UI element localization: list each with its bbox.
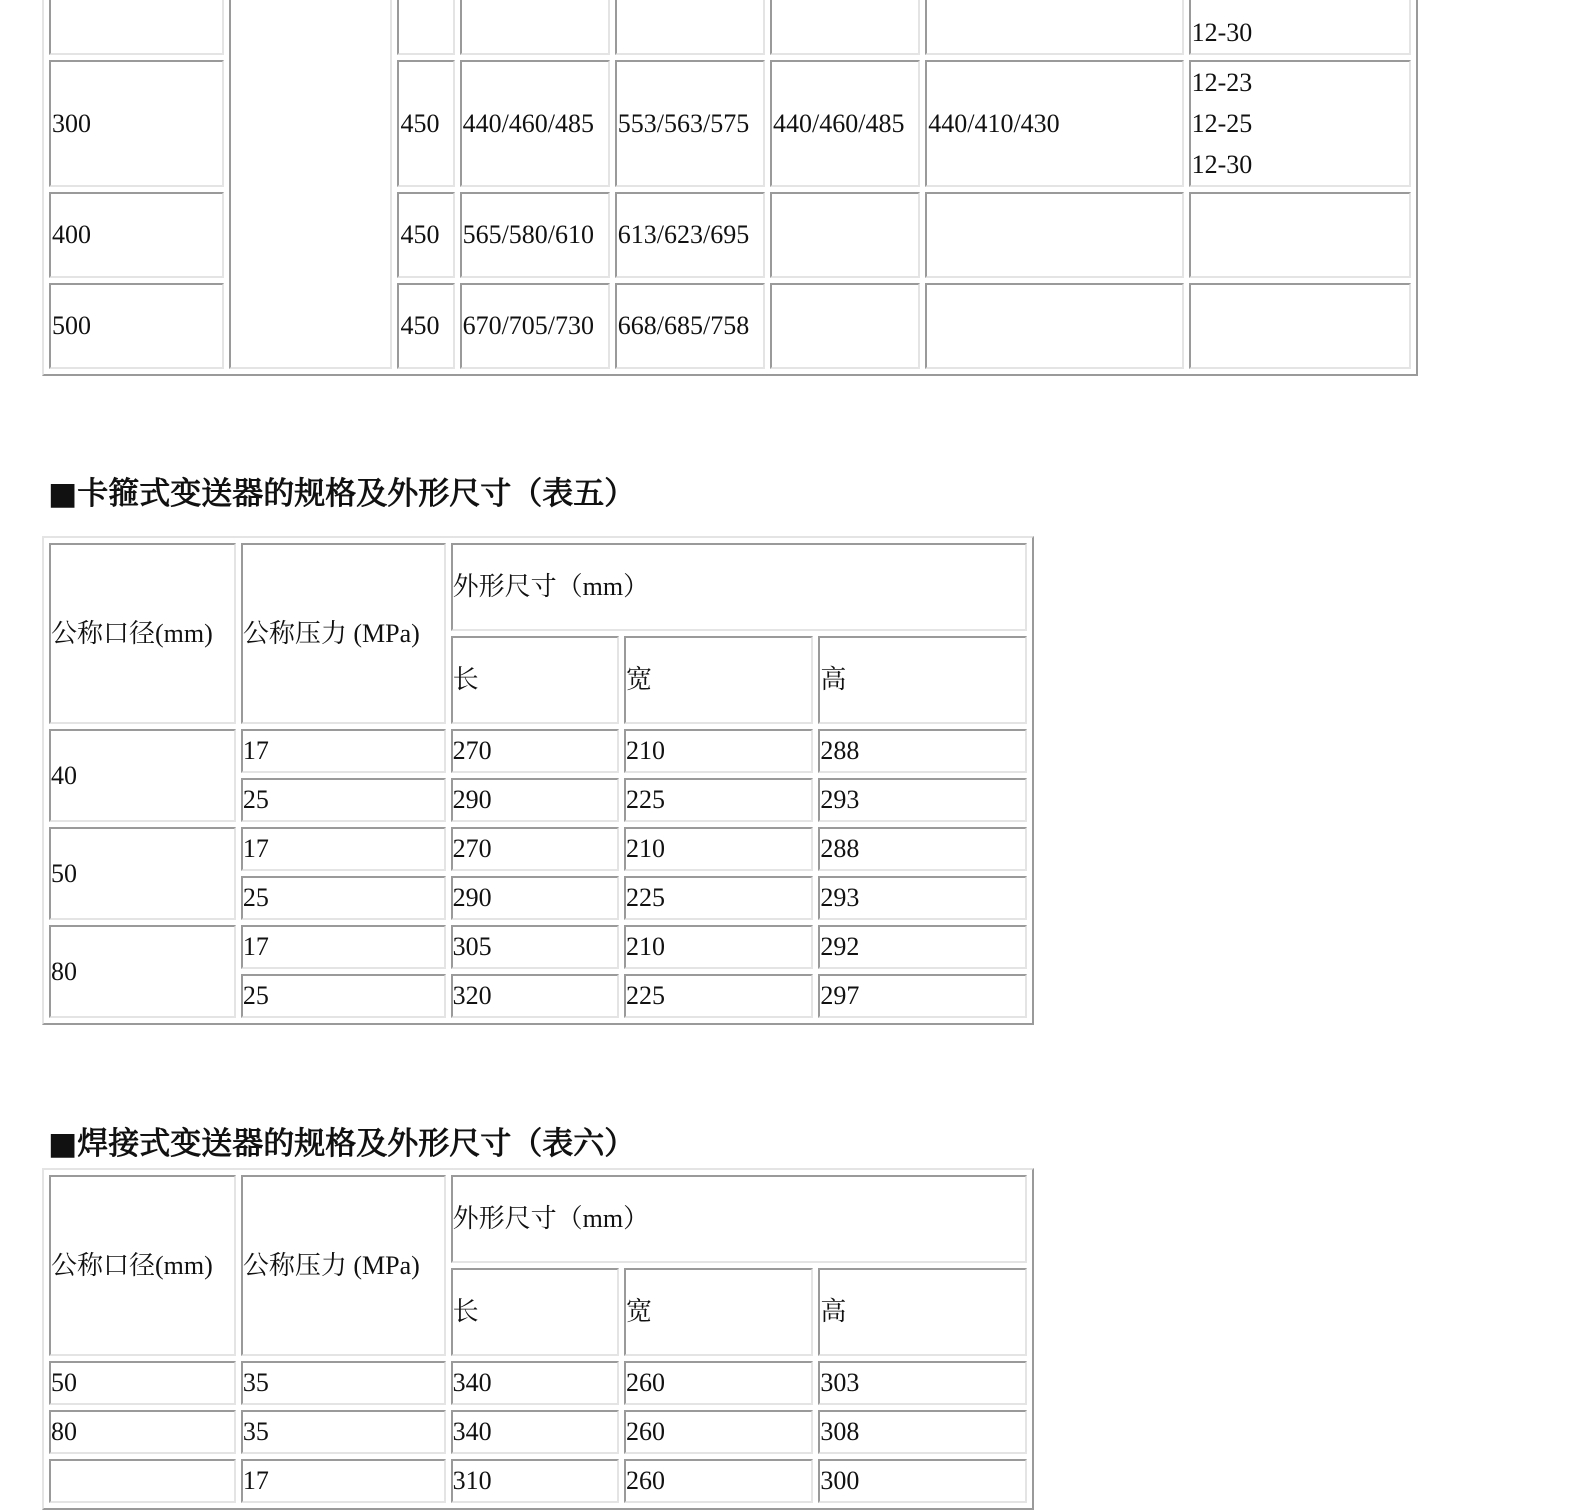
cell-length: 340: [451, 1361, 619, 1405]
cell-diameter: 40: [49, 729, 236, 822]
section-title: ■卡箍式变送器的规格及外形尺寸（表五）: [48, 476, 636, 512]
header-nominal-pressure: 公称压力 (MPa): [241, 543, 446, 724]
cell-width: 210: [624, 827, 813, 871]
table-cell: 440/410/430: [925, 60, 1183, 187]
cell-width: 260: [624, 1459, 813, 1503]
cell-pressure: 35: [241, 1361, 446, 1405]
table-cell: [1189, 192, 1411, 278]
table-cell-merged: [229, 0, 392, 369]
header-nominal-diameter: 公称口径(mm): [49, 1175, 236, 1356]
table-cell: [770, 192, 920, 278]
welded-type-spec-table: [42, 1168, 1034, 1510]
cell-height: 300: [818, 1459, 1027, 1503]
cell-height: 308: [818, 1410, 1027, 1454]
cell-length: 290: [451, 778, 619, 822]
header-dimensions: 外形尺寸（mm）: [451, 1175, 1027, 1263]
table-cell: [1189, 283, 1411, 369]
table-cell: [770, 283, 920, 369]
spec-table-continued: [42, 0, 1418, 376]
table-cell: [925, 0, 1183, 55]
cell-pressure: 25: [241, 876, 446, 920]
cell-length: 310: [451, 1459, 619, 1503]
table-cell: 668/685/758: [615, 283, 765, 369]
table-cell: [770, 0, 920, 55]
cell-width: 225: [624, 778, 813, 822]
header-height: 高: [818, 636, 1027, 724]
header-nominal-pressure: 公称压力 (MPa): [241, 1175, 446, 1356]
cell-length: 270: [451, 827, 619, 871]
cell-length: 290: [451, 876, 619, 920]
model-code: 12-25: [1191, 109, 1253, 138]
table-cell: [397, 0, 454, 55]
cell-height: 292: [818, 925, 1027, 969]
cell-height: 297: [818, 974, 1027, 1018]
header-dimensions: 外形尺寸（mm）: [451, 543, 1027, 631]
cell-diameter: [49, 1459, 236, 1503]
cell-height: 303: [818, 1361, 1027, 1405]
cell-pressure: 17: [241, 827, 446, 871]
cell-width: 260: [624, 1410, 813, 1454]
cell-diameter: 80: [49, 925, 236, 1018]
table-cell: [615, 0, 765, 55]
table-cell: 440/460/485: [770, 60, 920, 187]
cell-width: 225: [624, 876, 813, 920]
cell-pressure: 17: [241, 925, 446, 969]
cell-height: 288: [818, 827, 1027, 871]
table-cell: 450: [397, 283, 454, 369]
table-cell: 300: [49, 60, 224, 187]
table-row: [49, 1361, 1027, 1405]
model-code: 12-23: [1191, 68, 1253, 97]
cell-length: 320: [451, 974, 619, 1018]
table-cell: [460, 0, 610, 55]
cell-pressure: 25: [241, 778, 446, 822]
table-cell: 400: [49, 192, 224, 278]
cell-height: 288: [818, 729, 1027, 773]
table-row: [49, 0, 1411, 55]
table-cell: 450: [397, 60, 454, 187]
header-height: 高: [818, 1268, 1027, 1356]
cell-height: 293: [818, 876, 1027, 920]
table-cell: 450: [397, 192, 454, 278]
table-row: [49, 925, 1027, 969]
table-row: [49, 827, 1027, 871]
cell-pressure: 35: [241, 1410, 446, 1454]
cell-width: 225: [624, 974, 813, 1018]
table-header-row: [49, 543, 1027, 631]
table-cell: 553/563/575: [615, 60, 765, 187]
cell-pressure: 25: [241, 974, 446, 1018]
table-cell: 500: [49, 283, 224, 369]
cell-diameter: 50: [49, 1361, 236, 1405]
header-length: 长: [451, 636, 619, 724]
table-cell: 440/460/485: [460, 60, 610, 187]
cell-width: 210: [624, 925, 813, 969]
table-cell: 565/580/610: [460, 192, 610, 278]
table-cell: [925, 192, 1183, 278]
cell-pressure: 17: [241, 729, 446, 773]
header-nominal-diameter: 公称口径(mm): [49, 543, 236, 724]
clamp-type-spec-table: [42, 536, 1034, 1025]
cell-pressure: 17: [241, 1459, 446, 1503]
model-code: 12-30: [1191, 150, 1253, 179]
header-length: 长: [451, 1268, 619, 1356]
table-row: [49, 729, 1027, 773]
cell-width: 260: [624, 1361, 813, 1405]
model-code: 12-30: [1191, 18, 1253, 47]
header-width: 宽: [624, 1268, 813, 1356]
table-cell: 613/623/695: [615, 192, 765, 278]
table-cell: [1189, 0, 1411, 55]
section-title: ■焊接式变送器的规格及外形尺寸（表六）: [48, 1126, 636, 1162]
table-cell: [1189, 60, 1411, 187]
cell-width: 210: [624, 729, 813, 773]
table-cell: [925, 283, 1183, 369]
table-cell: 670/705/730: [460, 283, 610, 369]
table-row: [49, 1410, 1027, 1454]
table-row: [49, 1459, 1027, 1503]
cell-diameter: 80: [49, 1410, 236, 1454]
table-cell: [49, 0, 224, 55]
header-width: 宽: [624, 636, 813, 724]
cell-length: 270: [451, 729, 619, 773]
cell-height: 293: [818, 778, 1027, 822]
cell-diameter: 50: [49, 827, 236, 920]
table-header-row: [49, 1175, 1027, 1263]
cell-length: 340: [451, 1410, 619, 1454]
cell-length: 305: [451, 925, 619, 969]
